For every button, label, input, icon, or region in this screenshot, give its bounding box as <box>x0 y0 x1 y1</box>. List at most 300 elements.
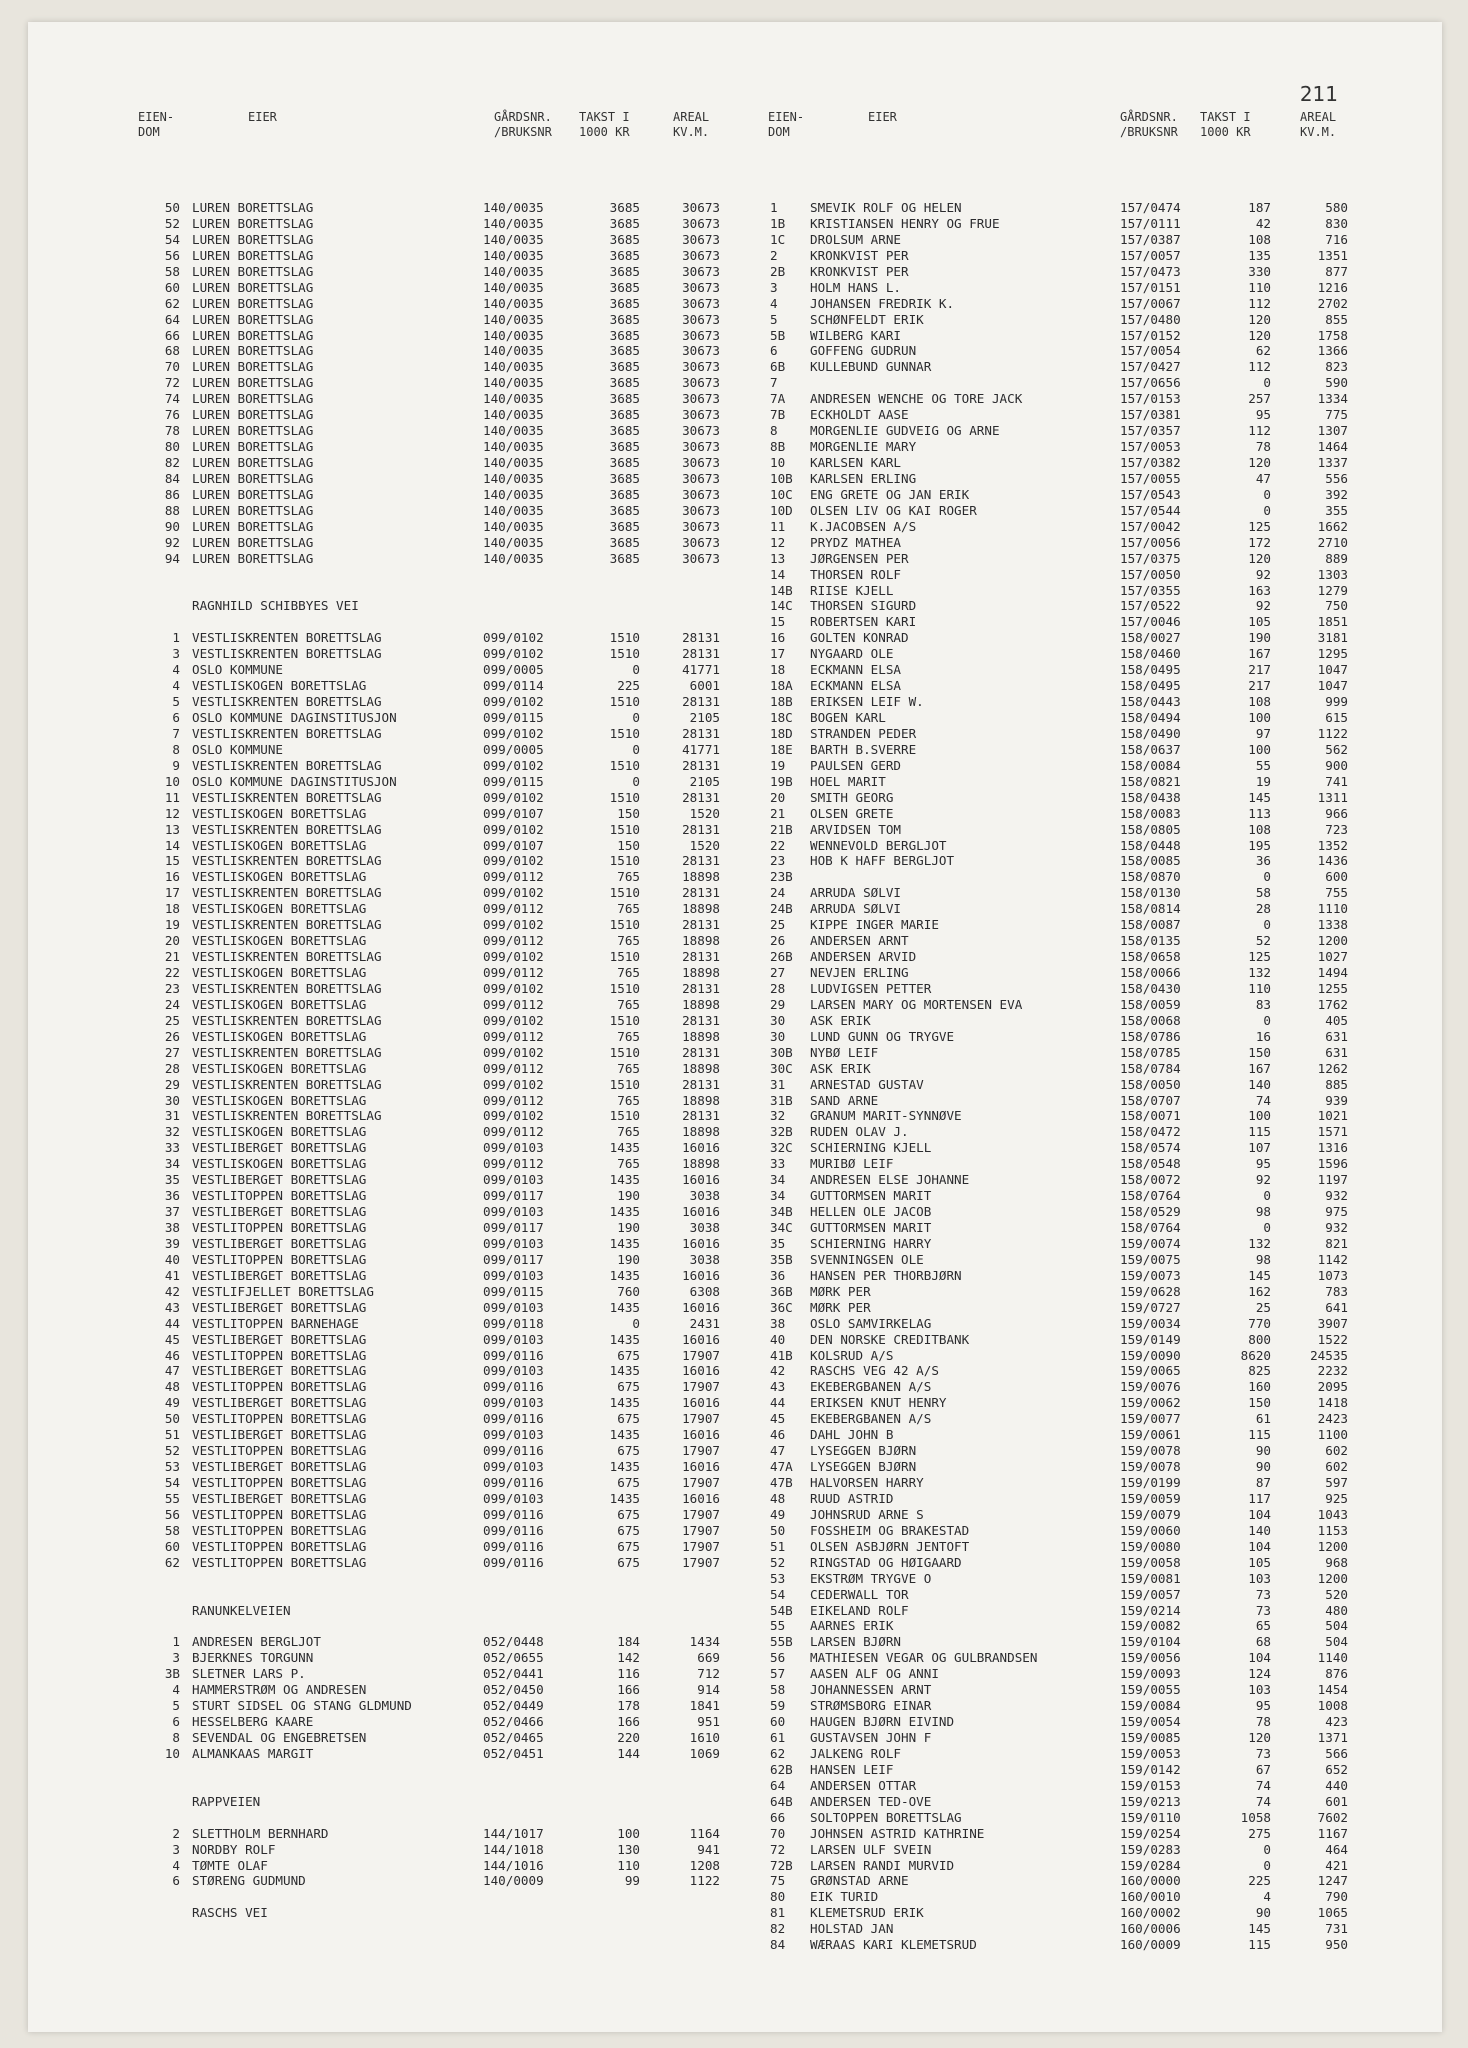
areal-value: 821 <box>1325 1235 1348 1251</box>
areal-value: 30673 <box>682 295 720 311</box>
house-number: 70 <box>770 1825 786 1841</box>
owner-name: VESTLISKOGEN BORETTSLAG <box>192 837 367 853</box>
gardsnr-bruksnr: 159/0142 <box>1120 1761 1181 1777</box>
gardsnr-bruksnr: 158/0548 <box>1120 1156 1181 1172</box>
house-number: 28 <box>164 1060 180 1076</box>
owner-name: THORSEN SIGURD <box>810 598 917 614</box>
owner-name: LARSEN RANDI MURVID <box>810 1857 955 1873</box>
table-row <box>138 790 738 806</box>
owner-name: PRYDZ MATHEA <box>810 534 901 550</box>
areal-value: 641 <box>1325 1299 1348 1315</box>
house-number: 2 <box>770 247 778 263</box>
takst-value: 1435 <box>609 1299 640 1315</box>
gardsnr-bruksnr: 052/0465 <box>483 1730 544 1746</box>
house-number: 55B <box>770 1634 793 1650</box>
takst-value: 144 <box>617 1745 640 1761</box>
gardsnr-bruksnr: 159/0075 <box>1120 1251 1181 1267</box>
house-number: 59 <box>770 1698 786 1714</box>
owner-name: EKSTRØM TRYGVE O <box>810 1570 932 1586</box>
areal-value: 939 <box>1325 1092 1348 1108</box>
owner-name: GRANUM MARIT-SYNNØVE <box>810 1108 962 1124</box>
table-row <box>768 917 1368 933</box>
table-row <box>768 328 1368 344</box>
takst-value: 142 <box>617 1650 640 1666</box>
house-number: 12 <box>770 534 786 550</box>
owner-name: HAMMERSTRØM OG ANDRESEN <box>192 1682 367 1698</box>
areal-value: 1122 <box>1317 725 1348 741</box>
house-number: 37 <box>164 1204 180 1220</box>
owner-name: STURT SIDSEL OG STANG GLDMUND <box>192 1698 412 1714</box>
areal-value: 790 <box>1325 1889 1348 1905</box>
takst-value: 3685 <box>609 534 640 550</box>
gardsnr-bruksnr: 140/0035 <box>483 486 544 502</box>
house-number: 10B <box>770 470 793 486</box>
house-number: 9 <box>172 757 180 773</box>
house-number: 53 <box>770 1570 786 1586</box>
house-number: 26B <box>770 949 793 965</box>
owner-name: JOHNSRUD ARNE S <box>810 1506 924 1522</box>
house-number: 24 <box>770 885 786 901</box>
house-number: 72 <box>164 375 180 391</box>
table-row <box>768 1268 1368 1284</box>
owner-name: ANDERSEN ARVID <box>810 949 917 965</box>
takst-value: 95 <box>1255 1156 1271 1172</box>
areal-value: 30673 <box>682 455 720 470</box>
gardsnr-bruksnr: 159/0059 <box>1120 1490 1181 1506</box>
table-row <box>768 1794 1368 1810</box>
house-number: 49 <box>770 1506 786 1522</box>
owner-name: ANDERSEN ARNT <box>810 933 909 949</box>
gardsnr-bruksnr: 099/0103 <box>483 1204 544 1220</box>
takst-value: 1510 <box>609 757 640 773</box>
owner-name: BJERKNES TORGUNN <box>192 1650 314 1666</box>
house-number: 29 <box>770 996 786 1012</box>
house-number: 58 <box>164 1522 180 1538</box>
gardsnr-bruksnr: 157/0480 <box>1120 311 1181 327</box>
areal-value: 16016 <box>682 1490 720 1506</box>
house-number: 15 <box>164 853 180 869</box>
gardsnr-bruksnr: 099/0102 <box>483 821 544 837</box>
owner-name: HOLSTAD JAN <box>810 1921 894 1937</box>
table-row <box>138 774 738 790</box>
areal-value: 2710 <box>1317 534 1348 550</box>
gardsnr-bruksnr: 099/0103 <box>483 1363 544 1379</box>
house-number: 48 <box>164 1379 180 1395</box>
takst-value: 825 <box>1248 1363 1271 1379</box>
house-number: 82 <box>164 455 180 470</box>
gardsnr-bruksnr: 158/0066 <box>1120 965 1181 980</box>
table-row <box>138 1093 738 1109</box>
takst-value: 0 <box>1263 375 1271 391</box>
owner-name: SCHIERNING KJELL <box>810 1140 932 1156</box>
gardsnr-bruksnr: 099/0116 <box>483 1506 544 1522</box>
takst-value: 73 <box>1255 1602 1271 1618</box>
owner-name: GOFFENG GUDRUN <box>810 343 917 359</box>
table-row <box>768 949 1368 965</box>
owner-name: HALVORSEN HARRY <box>810 1475 924 1490</box>
house-number: 47A <box>770 1459 793 1475</box>
gardsnr-bruksnr: 159/0153 <box>1120 1777 1181 1793</box>
house-number: 35B <box>770 1251 793 1267</box>
table-row <box>768 312 1368 328</box>
table-row <box>138 1013 738 1029</box>
house-number: 3 <box>172 1841 180 1857</box>
house-number: 27 <box>770 965 786 980</box>
gardsnr-bruksnr: 099/0116 <box>483 1538 544 1554</box>
gardsnr-bruksnr: 158/0085 <box>1120 853 1181 869</box>
gardsnr-bruksnr: 158/0472 <box>1120 1124 1181 1140</box>
header-areal-2: KV.M. <box>673 125 710 139</box>
table-row <box>138 1268 738 1284</box>
areal-value: 999 <box>1325 694 1348 710</box>
house-number: 53 <box>164 1459 180 1475</box>
owner-name: EIK TURID <box>810 1889 879 1905</box>
house-number: 29 <box>164 1076 180 1092</box>
owner-name: VESTLISKOGEN BORETTSLAG <box>192 1028 367 1044</box>
takst-value: 1510 <box>609 885 640 901</box>
gardsnr-bruksnr: 140/0035 <box>483 470 544 486</box>
takst-value: 115 <box>1248 1124 1271 1140</box>
areal-value: 18898 <box>682 933 720 949</box>
gardsnr-bruksnr: 159/0084 <box>1120 1698 1181 1714</box>
gardsnr-bruksnr: 099/0107 <box>483 805 544 821</box>
house-number: 32 <box>164 1124 180 1140</box>
gardsnr-bruksnr: 052/0449 <box>483 1698 544 1714</box>
column-header <box>138 110 738 166</box>
areal-value: 830 <box>1325 215 1348 231</box>
takst-value: 125 <box>1248 949 1271 965</box>
gardsnr-bruksnr: 157/0153 <box>1120 391 1181 407</box>
table-row <box>138 1236 738 1252</box>
areal-value: 355 <box>1325 502 1348 518</box>
gardsnr-bruksnr: 159/0060 <box>1120 1522 1181 1538</box>
table-row <box>768 343 1368 359</box>
areal-value: 1073 <box>1317 1267 1348 1283</box>
table-row <box>138 965 738 981</box>
gardsnr-bruksnr: 158/0071 <box>1120 1108 1181 1124</box>
house-number: 52 <box>770 1554 786 1570</box>
house-number: 51 <box>770 1538 786 1554</box>
areal-value: 1008 <box>1317 1698 1348 1714</box>
areal-value: 30673 <box>682 391 720 407</box>
owner-name: LUREN BORETTSLAG <box>192 327 314 343</box>
takst-value: 1510 <box>609 1108 640 1124</box>
areal-value: 28131 <box>682 757 720 773</box>
table-row <box>138 1427 738 1443</box>
owner-name: VESTLISKRENTEN BORETTSLAG <box>192 725 382 741</box>
takst-value: 87 <box>1255 1475 1271 1490</box>
house-number: 86 <box>164 486 180 502</box>
owner-name: VESTLISKOGEN BORETTSLAG <box>192 933 367 949</box>
header-gardsnr-1: GÅRDSNR. <box>1120 110 1178 124</box>
takst-value: 132 <box>1248 965 1271 980</box>
table-row <box>768 1140 1368 1156</box>
header-eiendom-2: DOM <box>768 125 790 139</box>
header-eier: EIER <box>248 110 277 124</box>
takst-value: 3685 <box>609 200 640 215</box>
areal-value: 1208 <box>689 1857 720 1873</box>
takst-value: 92 <box>1255 566 1271 582</box>
takst-value: 100 <box>1248 710 1271 725</box>
page-number: 211 <box>1299 82 1338 106</box>
gardsnr-bruksnr: 140/0035 <box>483 359 544 375</box>
areal-value: 2232 <box>1317 1363 1348 1379</box>
gardsnr-bruksnr: 158/0084 <box>1120 757 1181 773</box>
owner-name: GUSTAVSEN JOHN F <box>810 1730 932 1745</box>
takst-value: 765 <box>617 1028 640 1044</box>
gardsnr-bruksnr: 157/0057 <box>1120 247 1181 263</box>
owner-name: RASCHS VEG 42 A/S <box>810 1363 939 1379</box>
right-rows <box>768 200 1368 1953</box>
house-number: 34 <box>164 1156 180 1172</box>
house-number: 34B <box>770 1204 793 1220</box>
areal-value: 16016 <box>682 1235 720 1251</box>
gardsnr-bruksnr: 157/0054 <box>1120 343 1181 359</box>
house-number: 20 <box>164 933 180 949</box>
table-row <box>768 471 1368 487</box>
owner-name: VESTLISKOGEN BORETTSLAG <box>192 1092 367 1108</box>
areal-value: 566 <box>1325 1745 1348 1761</box>
house-number: 49 <box>164 1395 180 1411</box>
table-row <box>768 869 1368 885</box>
takst-value: 1510 <box>609 725 640 741</box>
house-number: 88 <box>164 502 180 518</box>
house-number: 3 <box>770 279 778 295</box>
areal-value: 1110 <box>1317 901 1348 917</box>
table-row <box>138 1108 738 1124</box>
takst-value: 1435 <box>609 1331 640 1347</box>
header-takst-2: 1000 KR <box>579 125 630 139</box>
gardsnr-bruksnr: 159/0065 <box>1120 1363 1181 1379</box>
takst-value: 1435 <box>609 1267 640 1283</box>
areal-value: 30673 <box>682 407 720 423</box>
owner-name: AARNES ERIK <box>810 1618 894 1634</box>
house-number: 10 <box>770 455 786 470</box>
house-number: 36C <box>770 1299 793 1315</box>
takst-value: 110 <box>1248 980 1271 996</box>
owner-name: GUTTORMSEN MARIT <box>810 1220 932 1235</box>
house-number: 19 <box>770 757 786 773</box>
takst-value: 1510 <box>609 1012 640 1028</box>
owner-name: KARLSEN ERLING <box>810 470 917 486</box>
house-number: 43 <box>164 1299 180 1315</box>
table-row <box>768 407 1368 423</box>
takst-value: 765 <box>617 869 640 885</box>
owner-name: LYSEGGEN BJØRN <box>810 1459 917 1475</box>
table-row <box>768 1778 1368 1794</box>
house-number: 39 <box>164 1235 180 1251</box>
takst-value: 220 <box>617 1730 640 1746</box>
gardsnr-bruksnr: 099/0112 <box>483 965 544 981</box>
table-row <box>768 1045 1368 1061</box>
areal-value: 1043 <box>1317 1506 1348 1522</box>
gardsnr-bruksnr: 099/0102 <box>483 1012 544 1028</box>
table-row <box>138 1475 738 1491</box>
table-row <box>768 662 1368 678</box>
areal-value: 18898 <box>682 1028 720 1044</box>
house-number: 6 <box>172 1714 180 1730</box>
owner-name: DROLSUM ARNE <box>810 231 901 247</box>
house-number: 3B <box>164 1666 180 1682</box>
takst-value: 1510 <box>609 821 640 837</box>
gardsnr-bruksnr: 099/0116 <box>483 1554 544 1570</box>
table-row <box>138 519 738 535</box>
owner-name: KRONKVIST PER <box>810 263 909 279</box>
takst-value: 150 <box>617 805 640 821</box>
takst-value: 25 <box>1255 1299 1271 1315</box>
areal-value: 1200 <box>1317 1538 1348 1554</box>
row-spacer <box>138 1762 738 1794</box>
house-number: 13 <box>164 821 180 837</box>
takst-value: 675 <box>617 1411 640 1427</box>
areal-value: 602 <box>1325 1459 1348 1475</box>
house-number: 28 <box>770 980 786 996</box>
house-number: 12 <box>164 805 180 821</box>
house-number: 30 <box>770 1012 786 1028</box>
areal-value: 30673 <box>682 534 720 550</box>
table-row <box>768 1108 1368 1124</box>
takst-value: 92 <box>1255 1172 1271 1188</box>
table-row <box>768 551 1368 567</box>
areal-value: 580 <box>1325 200 1348 215</box>
table-row <box>768 455 1368 471</box>
house-number: 33 <box>770 1156 786 1172</box>
areal-value: 876 <box>1325 1666 1348 1682</box>
owner-name: LUREN BORETTSLAG <box>192 486 314 502</box>
house-number: 92 <box>164 534 180 550</box>
areal-value: 18898 <box>682 996 720 1012</box>
gardsnr-bruksnr: 159/0149 <box>1120 1331 1181 1347</box>
takst-value: 19 <box>1255 773 1271 789</box>
house-number: 18D <box>770 725 793 741</box>
areal-value: 1153 <box>1317 1522 1348 1538</box>
areal-value: 1200 <box>1317 933 1348 949</box>
gardsnr-bruksnr: 160/0010 <box>1120 1889 1181 1905</box>
house-number: 45 <box>770 1411 786 1427</box>
areal-value: 950 <box>1325 1937 1348 1953</box>
gardsnr-bruksnr: 140/0035 <box>483 375 544 391</box>
house-number: 54 <box>164 1475 180 1491</box>
table-row <box>138 1252 738 1268</box>
owner-name: LUND GUNN OG TRYGVE <box>810 1028 955 1044</box>
areal-value: 30673 <box>682 423 720 439</box>
takst-value: 68 <box>1255 1634 1271 1650</box>
owner-name: ROBERTSEN KARI <box>810 614 917 630</box>
gardsnr-bruksnr: 140/0035 <box>483 518 544 534</box>
gardsnr-bruksnr: 157/0056 <box>1120 534 1181 550</box>
takst-value: 120 <box>1248 1730 1271 1745</box>
table-row <box>768 1093 1368 1109</box>
gardsnr-bruksnr: 099/0103 <box>483 1395 544 1411</box>
takst-value: 104 <box>1248 1506 1271 1522</box>
areal-value: 914 <box>697 1682 720 1698</box>
areal-value: 1596 <box>1317 1156 1348 1172</box>
areal-value: 18898 <box>682 869 720 885</box>
owner-name: VESTLISKRENTEN BORETTSLAG <box>192 885 382 901</box>
areal-value: 16016 <box>682 1299 720 1315</box>
gardsnr-bruksnr: 099/0103 <box>483 1490 544 1506</box>
owner-name: VESTLITOPPEN BORETTSLAG <box>192 1347 367 1363</box>
takst-value: 4 <box>1263 1889 1271 1905</box>
table-row <box>138 200 738 216</box>
house-number: 27 <box>164 1044 180 1060</box>
house-number: 32B <box>770 1124 793 1140</box>
house-number: 52 <box>164 1443 180 1459</box>
table-row <box>768 248 1368 264</box>
house-number: 40 <box>164 1251 180 1267</box>
takst-value: 73 <box>1255 1586 1271 1602</box>
gardsnr-bruksnr: 158/0821 <box>1120 773 1181 789</box>
house-number: 21 <box>770 805 786 821</box>
areal-value: 741 <box>1325 773 1348 789</box>
house-number: 50 <box>164 1411 180 1427</box>
areal-value: 480 <box>1325 1602 1348 1618</box>
areal-value: 925 <box>1325 1490 1348 1506</box>
table-row <box>138 1204 738 1220</box>
areal-value: 1262 <box>1317 1060 1348 1076</box>
house-number: 4 <box>172 1682 180 1698</box>
areal-value: 1571 <box>1317 1124 1348 1140</box>
table-row <box>138 742 738 758</box>
takst-value: 100 <box>617 1825 640 1841</box>
table-row <box>768 694 1368 710</box>
gardsnr-bruksnr: 157/0053 <box>1120 439 1181 455</box>
house-number: 47 <box>770 1443 786 1459</box>
takst-value: 217 <box>1248 662 1271 678</box>
table-row <box>138 822 738 838</box>
takst-value: 167 <box>1248 1060 1271 1076</box>
owner-name: K.JACOBSEN A/S <box>810 518 917 534</box>
owner-name: LUREN BORETTSLAG <box>192 231 314 247</box>
table-row <box>768 726 1368 742</box>
table-row <box>138 1650 738 1666</box>
gardsnr-bruksnr: 158/0050 <box>1120 1076 1181 1092</box>
header-takst-1: TAKST I <box>579 110 630 124</box>
owner-name: OSLO KOMMUNE <box>192 662 283 678</box>
areal-value: 1662 <box>1317 518 1348 534</box>
owner-name: VESTLISKRENTEN BORETTSLAG <box>192 821 382 837</box>
gardsnr-bruksnr: 140/0035 <box>483 502 544 518</box>
gardsnr-bruksnr: 159/0104 <box>1120 1634 1181 1650</box>
owner-name: HOB K HAFF BERGLJOT <box>810 853 955 869</box>
areal-value: 17907 <box>682 1347 720 1363</box>
areal-value: 30673 <box>682 311 720 327</box>
house-number: 18C <box>770 710 793 725</box>
gardsnr-bruksnr: 158/0707 <box>1120 1092 1181 1108</box>
areal-value: 17907 <box>682 1522 720 1538</box>
table-row <box>138 1045 738 1061</box>
areal-value: 16016 <box>682 1427 720 1443</box>
areal-value: 723 <box>1325 821 1348 837</box>
street-heading: RANUNKELVEIEN <box>192 1602 291 1618</box>
gardsnr-bruksnr: 052/0451 <box>483 1745 544 1761</box>
areal-value: 28131 <box>682 694 720 710</box>
gardsnr-bruksnr: 099/0116 <box>483 1379 544 1395</box>
house-number: 64B <box>770 1793 793 1809</box>
areal-value: 1164 <box>689 1825 720 1841</box>
takst-value: 61 <box>1255 1411 1271 1427</box>
takst-value: 132 <box>1248 1235 1271 1251</box>
table-row <box>138 933 738 949</box>
owner-name: LUREN BORETTSLAG <box>192 502 314 518</box>
table-row <box>768 200 1368 216</box>
gardsnr-bruksnr: 158/0490 <box>1120 725 1181 741</box>
house-number: 5B <box>770 327 786 343</box>
table-row <box>768 758 1368 774</box>
table-row <box>768 630 1368 646</box>
takst-value: 190 <box>617 1220 640 1236</box>
house-number: 18 <box>770 662 786 678</box>
